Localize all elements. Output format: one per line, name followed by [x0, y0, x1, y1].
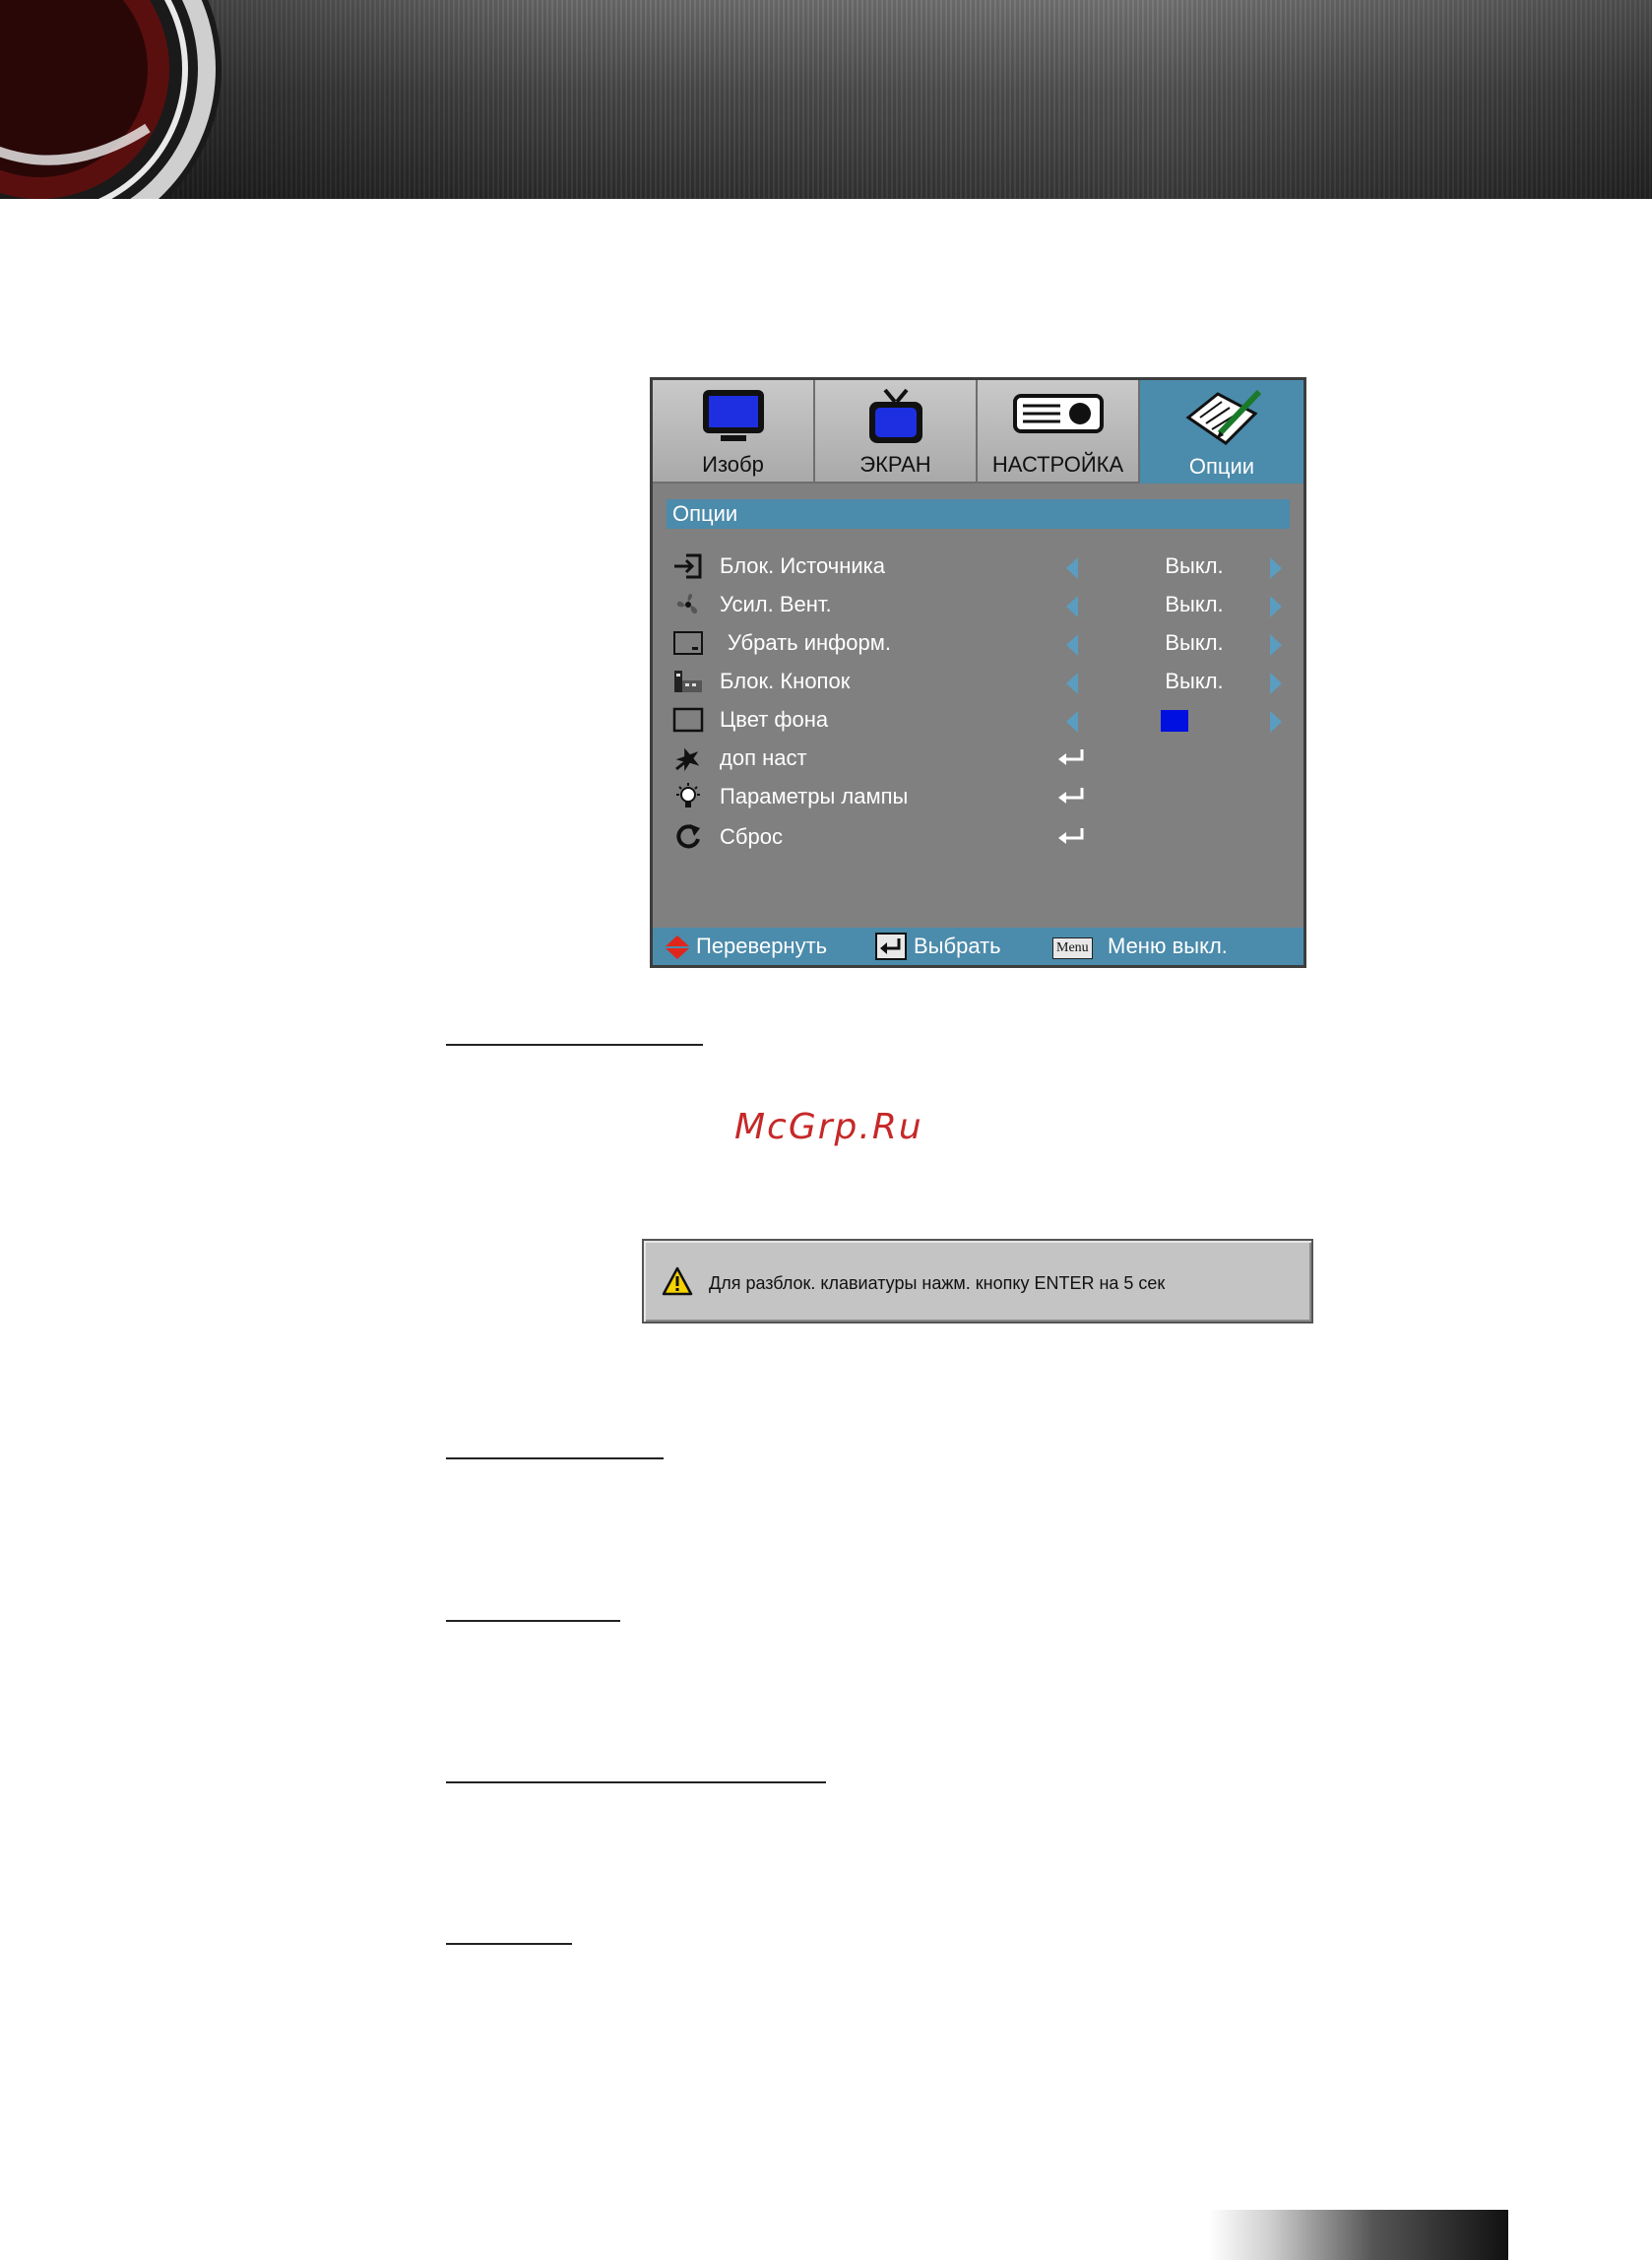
source-input-icon	[672, 551, 704, 581]
keypad-icon	[672, 667, 704, 696]
arrow-right-icon[interactable]	[1270, 673, 1282, 694]
tab-label: ЭКРАН	[859, 452, 931, 477]
keypad-lock-message: Для разблок. клавиатуры нажм. кнопку ENTER на 5 сек	[709, 1273, 1166, 1293]
menu-row-high-fan[interactable]	[653, 588, 1303, 621]
arrow-right-icon[interactable]	[1270, 557, 1282, 579]
advanced-icon	[672, 743, 704, 773]
menu-row-value: Выкл.	[1165, 669, 1224, 693]
header-banner	[0, 0, 1652, 199]
tab-screen[interactable]	[815, 380, 978, 484]
enter-key-icon	[875, 933, 907, 960]
color-swatch	[1161, 710, 1188, 732]
menu-row-label: Блок. Кнопок	[720, 669, 851, 693]
arrow-left-icon[interactable]	[1066, 557, 1078, 579]
keypad-lock-message-box	[642, 1239, 1313, 1324]
footer-select-label: Выбрать	[914, 934, 1001, 958]
menu-row-label: Убрать информ.	[728, 630, 891, 655]
menu-row-background-color[interactable]	[653, 703, 1303, 737]
arrow-left-icon[interactable]	[1066, 596, 1078, 617]
menu-row-reset[interactable]	[653, 820, 1303, 854]
menu-row-value: Выкл.	[1165, 630, 1224, 655]
osd-footer	[653, 928, 1303, 965]
tab-setup[interactable]	[978, 380, 1140, 484]
menu-row-keypad-lock[interactable]	[653, 665, 1303, 698]
page-number-tab	[1209, 2210, 1508, 2260]
menu-row-source-lock[interactable]	[653, 549, 1303, 583]
footer-menu-off-label: Меню выкл.	[1108, 934, 1228, 958]
heading-underline	[446, 1457, 664, 1459]
heading-underline	[446, 1943, 572, 1945]
menu-row-label: Блок. Источника	[720, 553, 885, 578]
notepad-pen-icon	[1182, 388, 1261, 449]
watermark: McGrp.Ru	[734, 1107, 923, 1147]
info-hide-icon	[672, 628, 704, 658]
monitor-icon	[699, 388, 768, 445]
enter-icon[interactable]	[1056, 826, 1086, 846]
tab-label: Опции	[1188, 454, 1255, 479]
arrow-left-icon[interactable]	[1066, 673, 1078, 694]
menu-row-label: Сброс	[720, 824, 783, 849]
menu-row-label: Усил. Вент.	[720, 592, 832, 616]
heading-underline	[446, 1781, 826, 1783]
enter-icon[interactable]	[1056, 786, 1086, 806]
projector-icon	[1013, 388, 1104, 437]
warning-icon	[662, 1266, 693, 1296]
osd-menu	[650, 377, 1306, 968]
lamp-icon	[672, 782, 704, 811]
fan-icon	[672, 590, 704, 619]
menu-row-label: доп наст	[720, 745, 807, 770]
heading-underline	[446, 1044, 703, 1046]
updown-arrows-icon	[665, 935, 690, 960]
reset-icon	[672, 822, 704, 852]
camera-lens-icon	[0, 0, 256, 199]
arrow-left-icon[interactable]	[1066, 634, 1078, 656]
menu-row-label: Цвет фона	[720, 707, 829, 732]
menu-row-advanced[interactable]	[653, 742, 1303, 775]
arrow-left-icon[interactable]	[1066, 711, 1078, 733]
heading-underline	[446, 1620, 620, 1622]
enter-icon[interactable]	[1056, 747, 1086, 767]
section-title: Опции	[667, 499, 1290, 529]
menu-row-value: Выкл.	[1165, 553, 1224, 578]
background-color-icon	[672, 705, 704, 735]
footer-flip-label: Перевернуть	[696, 934, 828, 958]
tab-label: Изобр	[702, 452, 764, 477]
menu-row-label: Параметры лампы	[720, 784, 909, 808]
arrow-right-icon[interactable]	[1270, 634, 1282, 656]
tab-image[interactable]	[653, 380, 815, 484]
arrow-right-icon[interactable]	[1270, 596, 1282, 617]
tab-label: НАСТРОЙКА	[991, 452, 1124, 477]
arrow-right-icon[interactable]	[1270, 711, 1282, 733]
menu-key-icon: Menu	[1052, 937, 1093, 959]
menu-row-lamp-settings[interactable]	[653, 780, 1303, 813]
menu-row-info-hide[interactable]	[653, 626, 1303, 660]
tv-icon	[861, 388, 930, 447]
menu-row-value: Выкл.	[1165, 592, 1224, 616]
tab-options[interactable]	[1140, 380, 1303, 484]
osd-tabs	[653, 380, 1303, 484]
